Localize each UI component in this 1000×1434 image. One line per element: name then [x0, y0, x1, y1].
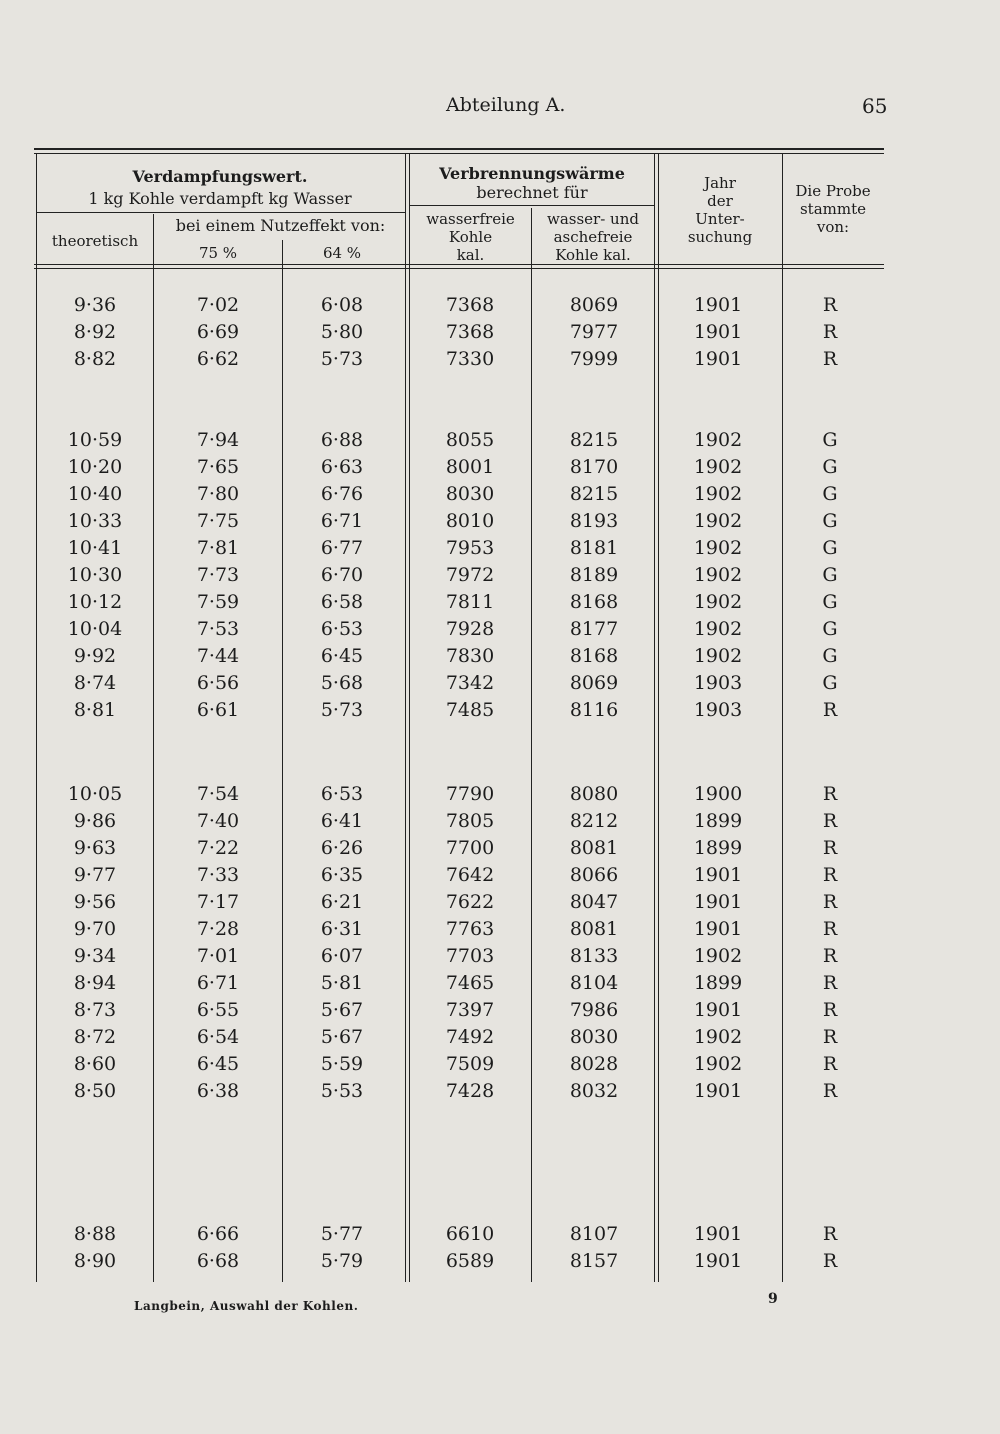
cell-waterfree: 7763	[445, 918, 495, 940]
cell-eff-64: 6·07	[320, 945, 364, 967]
cell-waterfree: 7397	[445, 999, 495, 1021]
header-waterfree-1: wasserfreie	[426, 210, 515, 228]
cell-origin: G	[822, 510, 838, 532]
cell-eff-64: 6·76	[320, 483, 364, 505]
cell-waterfree: 7465	[445, 972, 495, 994]
cell-ashfree: 8066	[569, 864, 619, 886]
cell-ashfree: 8181	[569, 537, 619, 559]
cell-theoretical: 10·41	[67, 537, 123, 559]
table-row	[0, 535, 1000, 562]
cell-theoretical: 10·33	[67, 510, 123, 532]
cell-year: 1901	[693, 294, 743, 316]
cell-waterfree: 7790	[445, 783, 495, 805]
cell-eff-64: 6·35	[320, 864, 364, 886]
cell-eff-75: 7·40	[196, 810, 240, 832]
cell-eff-64: 5·67	[320, 999, 364, 1021]
table-row	[0, 1078, 1000, 1105]
cell-eff-64: 5·73	[320, 348, 364, 370]
cell-year: 1901	[693, 1250, 743, 1272]
cell-eff-64: 5·79	[320, 1250, 364, 1272]
cell-eff-64: 5·68	[320, 672, 364, 694]
cell-origin: R	[822, 1026, 838, 1048]
header-year-1: Jahr	[704, 174, 736, 192]
table-row	[0, 1024, 1000, 1051]
header-year-4: suchung	[687, 228, 753, 246]
cell-origin: R	[822, 783, 838, 805]
header-ashfree-2: aschefreie	[553, 228, 633, 246]
cell-eff-75: 6·38	[196, 1080, 240, 1102]
cell-origin: R	[822, 321, 838, 343]
cell-eff-64: 5·59	[320, 1053, 364, 1075]
cell-eff-64: 6·53	[320, 783, 364, 805]
cell-ashfree: 7977	[569, 321, 619, 343]
cell-theoretical: 8·50	[73, 1080, 117, 1102]
cell-theoretical: 10·04	[67, 618, 123, 640]
cell-year: 1902	[693, 945, 743, 967]
table-row	[0, 697, 1000, 724]
table-row	[0, 997, 1000, 1024]
cell-waterfree: 8010	[445, 510, 495, 532]
cell-ashfree: 8069	[569, 672, 619, 694]
cell-ashfree: 8133	[569, 945, 619, 967]
cell-year: 1902	[693, 645, 743, 667]
cell-origin: G	[822, 564, 838, 586]
table-row	[0, 589, 1000, 616]
cell-eff-75: 7·73	[196, 564, 240, 586]
cell-origin: R	[822, 864, 838, 886]
cell-ashfree: 7999	[569, 348, 619, 370]
cell-eff-75: 7·94	[196, 429, 240, 451]
cell-year: 1902	[693, 537, 743, 559]
cell-ashfree: 8170	[569, 456, 619, 478]
cell-ashfree: 8080	[569, 783, 619, 805]
cell-origin: G	[822, 456, 838, 478]
cell-eff-64: 6·70	[320, 564, 364, 586]
cell-theoretical: 10·20	[67, 456, 123, 478]
cell-waterfree: 7830	[445, 645, 495, 667]
cell-theoretical: 9·77	[73, 864, 117, 886]
cell-eff-64: 5·80	[320, 321, 364, 343]
table-row	[0, 916, 1000, 943]
cell-year: 1902	[693, 456, 743, 478]
cell-eff-64: 6·08	[320, 294, 364, 316]
header-evaporation-subtitle: 1 kg Kohle verdampft kg Wasser	[88, 189, 352, 208]
cell-eff-64: 6·21	[320, 891, 364, 913]
cell-origin: G	[822, 429, 838, 451]
footer-source: Langbein, Auswahl der Kohlen.	[134, 1299, 359, 1313]
cell-theoretical: 10·59	[67, 429, 123, 451]
header-origin-3: von:	[816, 218, 850, 236]
header-ashfree-3: Kohle kal.	[555, 246, 631, 264]
cell-theoretical: 10·05	[67, 783, 123, 805]
cell-origin: G	[822, 591, 838, 613]
cell-theoretical: 8·74	[73, 672, 117, 694]
cell-theoretical: 8·88	[73, 1223, 117, 1245]
table-row	[0, 1051, 1000, 1078]
cell-waterfree: 7492	[445, 1026, 495, 1048]
cell-eff-75: 6·61	[196, 699, 240, 721]
cell-eff-75: 7·22	[196, 837, 240, 859]
cell-theoretical: 9·36	[73, 294, 117, 316]
cell-origin: R	[822, 348, 838, 370]
cell-year: 1902	[693, 483, 743, 505]
cell-waterfree: 7700	[445, 837, 495, 859]
cell-ashfree: 8168	[569, 645, 619, 667]
header-theoretical: theoretisch	[51, 232, 139, 250]
cell-year: 1901	[693, 1223, 743, 1245]
cell-year: 1903	[693, 672, 743, 694]
cell-eff-64: 5·73	[320, 699, 364, 721]
cell-theoretical: 8·94	[73, 972, 117, 994]
cell-eff-64: 5·53	[320, 1080, 364, 1102]
footer-signature: 9	[768, 1291, 778, 1307]
cell-waterfree: 7622	[445, 891, 495, 913]
cell-ashfree: 8189	[569, 564, 619, 586]
cell-eff-64: 6·31	[320, 918, 364, 940]
cell-origin: R	[822, 945, 838, 967]
table-row	[0, 427, 1000, 454]
cell-eff-75: 7·44	[196, 645, 240, 667]
cell-eff-64: 6·45	[320, 645, 364, 667]
cell-year: 1901	[693, 918, 743, 940]
table-row	[0, 481, 1000, 508]
cell-eff-75: 7·53	[196, 618, 240, 640]
table-row	[0, 292, 1000, 319]
cell-ashfree: 8168	[569, 591, 619, 613]
cell-eff-75: 6·68	[196, 1250, 240, 1272]
cell-theoretical: 8·90	[73, 1250, 117, 1272]
cell-waterfree: 7368	[445, 294, 495, 316]
cell-ashfree: 8081	[569, 837, 619, 859]
header-eff-75: 75 %	[198, 244, 238, 262]
cell-waterfree: 7805	[445, 810, 495, 832]
cell-ashfree: 8212	[569, 810, 619, 832]
cell-waterfree: 8055	[445, 429, 495, 451]
cell-origin: R	[822, 1223, 838, 1245]
header-combustion-subtitle: berechnet für	[476, 183, 588, 202]
cell-waterfree: 7368	[445, 321, 495, 343]
cell-eff-64: 6·77	[320, 537, 364, 559]
cell-ashfree: 8177	[569, 618, 619, 640]
table-row	[0, 781, 1000, 808]
cell-theoretical: 9·63	[73, 837, 117, 859]
cell-origin: R	[822, 972, 838, 994]
cell-theoretical: 9·92	[73, 645, 117, 667]
cell-theoretical: 10·40	[67, 483, 123, 505]
header-efficiency: bei einem Nutzeffekt von:	[175, 216, 386, 235]
cell-year: 1902	[693, 618, 743, 640]
cell-ashfree: 8157	[569, 1250, 619, 1272]
cell-year: 1899	[693, 810, 743, 832]
cell-origin: G	[822, 483, 838, 505]
cell-theoretical: 8·82	[73, 348, 117, 370]
cell-waterfree: 7811	[445, 591, 495, 613]
table-row	[0, 508, 1000, 535]
table-row	[0, 943, 1000, 970]
cell-year: 1901	[693, 999, 743, 1021]
cell-eff-75: 6·55	[196, 999, 240, 1021]
cell-ashfree: 8104	[569, 972, 619, 994]
cell-theoretical: 8·72	[73, 1026, 117, 1048]
cell-year: 1902	[693, 510, 743, 532]
cell-waterfree: 8030	[445, 483, 495, 505]
cell-year: 1902	[693, 429, 743, 451]
page-number: 65	[862, 94, 888, 118]
cell-eff-75: 7·33	[196, 864, 240, 886]
table-row	[0, 454, 1000, 481]
cell-eff-64: 6·26	[320, 837, 364, 859]
cell-waterfree: 6610	[445, 1223, 495, 1245]
cell-waterfree: 7342	[445, 672, 495, 694]
cell-waterfree: 7642	[445, 864, 495, 886]
cell-year: 1899	[693, 837, 743, 859]
cell-eff-75: 7·80	[196, 483, 240, 505]
cell-year: 1899	[693, 972, 743, 994]
table-row	[0, 643, 1000, 670]
table-row	[0, 346, 1000, 373]
cell-year: 1901	[693, 1080, 743, 1102]
table-row	[0, 862, 1000, 889]
table-row	[0, 808, 1000, 835]
cell-ashfree: 8028	[569, 1053, 619, 1075]
header-waterfree-3: kal.	[456, 246, 485, 264]
header-ashfree-1: wasser- und	[547, 210, 639, 228]
table-row	[0, 835, 1000, 862]
cell-year: 1901	[693, 864, 743, 886]
cell-waterfree: 6589	[445, 1250, 495, 1272]
cell-origin: G	[822, 618, 838, 640]
cell-ashfree: 8032	[569, 1080, 619, 1102]
table-row	[0, 1221, 1000, 1248]
cell-year: 1901	[693, 348, 743, 370]
cell-waterfree: 7330	[445, 348, 495, 370]
cell-year: 1902	[693, 1026, 743, 1048]
cell-ashfree: 8069	[569, 294, 619, 316]
cell-origin: R	[822, 1250, 838, 1272]
cell-eff-75: 7·54	[196, 783, 240, 805]
cell-ashfree: 8081	[569, 918, 619, 940]
cell-theoretical: 9·70	[73, 918, 117, 940]
cell-origin: R	[822, 294, 838, 316]
cell-eff-75: 7·59	[196, 591, 240, 613]
cell-eff-64: 5·77	[320, 1223, 364, 1245]
cell-waterfree: 7972	[445, 564, 495, 586]
cell-ashfree: 8215	[569, 483, 619, 505]
header-origin-2: stammte	[799, 200, 867, 218]
cell-eff-64: 5·81	[320, 972, 364, 994]
cell-theoretical: 9·86	[73, 810, 117, 832]
cell-origin: G	[822, 537, 838, 559]
cell-ashfree: 7986	[569, 999, 619, 1021]
cell-theoretical: 10·30	[67, 564, 123, 586]
cell-eff-75: 7·17	[196, 891, 240, 913]
cell-year: 1901	[693, 321, 743, 343]
header-combustion-title: Verbrennungswärme	[439, 164, 625, 183]
cell-waterfree: 8001	[445, 456, 495, 478]
cell-eff-64: 5·67	[320, 1026, 364, 1048]
cell-origin: R	[822, 999, 838, 1021]
table-row	[0, 970, 1000, 997]
cell-theoretical: 8·81	[73, 699, 117, 721]
cell-eff-75: 6·56	[196, 672, 240, 694]
cell-waterfree: 7953	[445, 537, 495, 559]
cell-eff-64: 6·41	[320, 810, 364, 832]
header-evaporation-title: Verdampfungswert.	[132, 167, 308, 186]
cell-ashfree: 8215	[569, 429, 619, 451]
cell-eff-64: 6·71	[320, 510, 364, 532]
cell-eff-75: 6·45	[196, 1053, 240, 1075]
cell-waterfree: 7428	[445, 1080, 495, 1102]
cell-origin: G	[822, 672, 838, 694]
table-row	[0, 616, 1000, 643]
cell-ashfree: 8107	[569, 1223, 619, 1245]
table-row	[0, 889, 1000, 916]
cell-year: 1902	[693, 591, 743, 613]
cell-origin: R	[822, 810, 838, 832]
cell-eff-64: 6·53	[320, 618, 364, 640]
cell-eff-64: 6·88	[320, 429, 364, 451]
header-year-3: Unter-	[695, 210, 745, 228]
cell-eff-75: 7·75	[196, 510, 240, 532]
cell-eff-75: 6·62	[196, 348, 240, 370]
cell-year: 1902	[693, 1053, 743, 1075]
cell-year: 1901	[693, 891, 743, 913]
cell-eff-75: 7·81	[196, 537, 240, 559]
cell-origin: R	[822, 1053, 838, 1075]
header-year-2: der	[707, 192, 733, 210]
cell-origin: R	[822, 1080, 838, 1102]
cell-origin: R	[822, 837, 838, 859]
cell-origin: R	[822, 918, 838, 940]
cell-eff-75: 7·28	[196, 918, 240, 940]
running-title: Abteilung A.	[446, 94, 566, 116]
cell-theoretical: 10·12	[67, 591, 123, 613]
cell-eff-75: 6·69	[196, 321, 240, 343]
cell-waterfree: 7485	[445, 699, 495, 721]
cell-eff-64: 6·63	[320, 456, 364, 478]
cell-eff-75: 7·01	[196, 945, 240, 967]
table-row	[0, 1248, 1000, 1275]
header-waterfree-2: Kohle	[448, 228, 493, 246]
cell-waterfree: 7928	[445, 618, 495, 640]
cell-eff-75: 7·65	[196, 456, 240, 478]
table-row	[0, 670, 1000, 697]
cell-origin: G	[822, 645, 838, 667]
cell-theoretical: 8·92	[73, 321, 117, 343]
cell-origin: R	[822, 891, 838, 913]
cell-eff-75: 6·71	[196, 972, 240, 994]
cell-eff-75: 6·66	[196, 1223, 240, 1245]
cell-waterfree: 7703	[445, 945, 495, 967]
cell-theoretical: 8·73	[73, 999, 117, 1021]
header-origin-1: Die Probe	[795, 182, 871, 200]
cell-theoretical: 9·56	[73, 891, 117, 913]
cell-origin: R	[822, 699, 838, 721]
cell-ashfree: 8193	[569, 510, 619, 532]
cell-year: 1902	[693, 564, 743, 586]
cell-theoretical: 8·60	[73, 1053, 117, 1075]
header-eff-64: 64 %	[322, 244, 362, 262]
cell-eff-75: 6·54	[196, 1026, 240, 1048]
cell-waterfree: 7509	[445, 1053, 495, 1075]
table-row	[0, 319, 1000, 346]
cell-theoretical: 9·34	[73, 945, 117, 967]
cell-eff-64: 6·58	[320, 591, 364, 613]
cell-ashfree: 8047	[569, 891, 619, 913]
cell-year: 1900	[693, 783, 743, 805]
table-row	[0, 562, 1000, 589]
cell-ashfree: 8116	[569, 699, 619, 721]
cell-eff-75: 7·02	[196, 294, 240, 316]
cell-ashfree: 8030	[569, 1026, 619, 1048]
cell-year: 1903	[693, 699, 743, 721]
